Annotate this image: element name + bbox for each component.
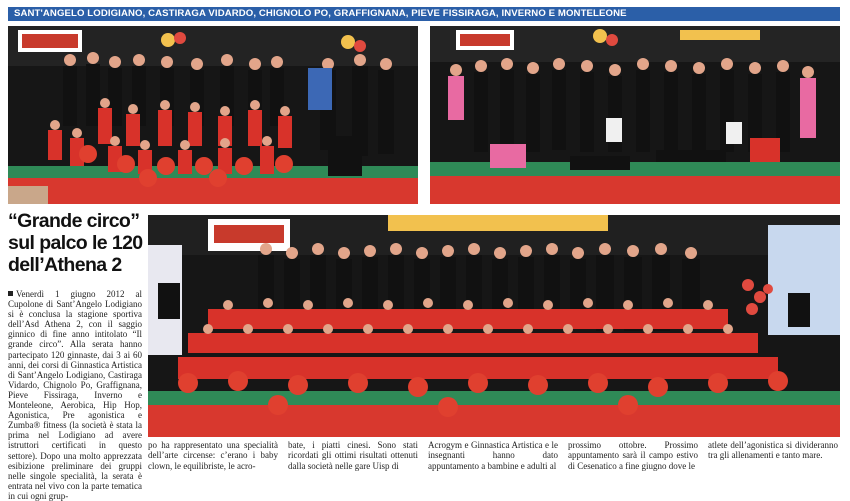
article-column-2: bate, i piatti cinesi. Sono stati ricordati gli ottimi risultati ottenuti dalla società nelle gare Uisp di bbox=[288, 440, 418, 471]
bullet-square-icon bbox=[8, 291, 13, 296]
photo-all-gymnasts bbox=[148, 215, 840, 437]
article-lead-paragraph bbox=[8, 289, 142, 501]
headline-line-3: dell’Athena 2 bbox=[8, 254, 122, 276]
photo-group-adults-image bbox=[430, 26, 840, 204]
photo-group-children-image bbox=[8, 26, 418, 204]
article-column-1: po ha rappresentato una specialità dell’arte circense: c’erano i baby clown, le equilibriste, le acro- bbox=[148, 440, 278, 471]
article-column-5: atlete dell’agonistica si divideranno tra gli allenamenti e tanto mare. bbox=[708, 440, 838, 461]
headline-line-1: “Grande circo” bbox=[8, 210, 140, 232]
headline-line-2: sul palco le 120 bbox=[8, 232, 143, 254]
lead-text: Venerdì 1 giugno 2012 al Cupolone di Sant’Angelo Lodigiano si è conclusa la stagione sportiva dell’Asd Athena 2, con il saggio ginnico di fine anno intitolato “Il grande circo”. Alla serata hanno partecipato 120 ginnaste, dai 3 ai 60 anni, dei corsi di Ginnastica Artistica di Sant’Angelo Lodigiano, Castiraga Vidardo, Chignolo Po, Graffignana, Pieve Fissiraga, Inverno e Monteleone, Aerobica, Hip Hop, Agonistica, Pre agonistica e Zumba® fitness (la società è stata la prima nel Lodigiano ad avere istruttori certificati in questo settore). Dopo una molto apprezzata esibizione preliminare dei gruppi nelle singole specialità, la serata è entrata nel vivo con la parte tematica in cui ogni grup- bbox=[8, 289, 142, 501]
photo-group-children bbox=[8, 26, 418, 204]
photo-all-gymnasts-image bbox=[148, 215, 840, 437]
photo-group-adults bbox=[430, 26, 840, 204]
article-column-3: Acrogym e Ginnastica Artistica e le insegnanti hanno dato appuntamento a bambine e adulti al bbox=[428, 440, 558, 471]
article-column-4: prossimo ottobre. Prossimo appuntamento sarà il campo estivo di Cesenatico a fine giugno dove le bbox=[568, 440, 698, 471]
article-headline bbox=[8, 210, 144, 276]
section-banner: SANT'ANGELO LODIGIANO, CASTIRAGA VIDARDO, CHIGNOLO PO, GRAFFIGNANA, PIEVE FISSIRAGA, INVERNO E MONTELEONE bbox=[8, 7, 840, 21]
